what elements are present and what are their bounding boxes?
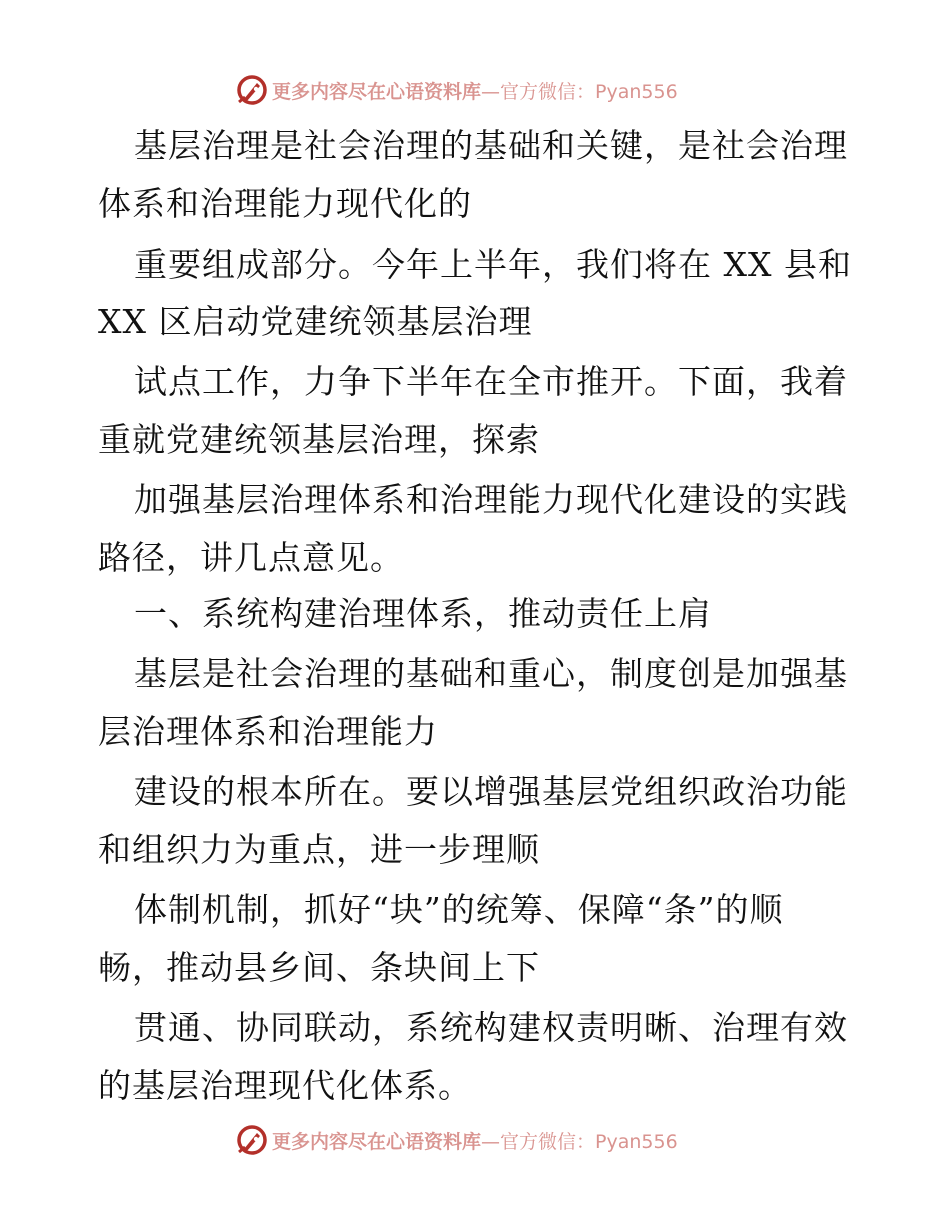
- text-line: XX 区启动党建统领基层治理: [98, 302, 533, 341]
- text-line: 和组织力为重点，进一步理顺: [98, 830, 540, 869]
- text-line: 重要组成部分。今年上半年，我们将在 XX 县和: [134, 245, 852, 284]
- footer-banner: [236, 1122, 678, 1158]
- pen-nib-logo-icon: [236, 1124, 268, 1156]
- text-line: 体制机制，抓好“块”的统筹、保障“条”的顺: [134, 890, 784, 929]
- text-line: 畅，推动县乡间、条块间上下: [98, 948, 540, 987]
- banner-main-text: 更多内容尽在心语资料库: [272, 80, 482, 103]
- text-line: 建设的根本所在。要以增强基层党组织政治功能: [134, 772, 848, 811]
- text-line: 基层治理是社会治理的基础和关键，是社会治理: [134, 126, 848, 165]
- text-line: 的基层治理现代化体系。: [98, 1066, 472, 1105]
- text-line: 重就党建统领基层治理，探索: [98, 420, 540, 459]
- banner-sub-text: —官方微信：Pyan556: [481, 80, 678, 103]
- text-line: 体系和治理能力现代化的: [98, 184, 472, 223]
- text-line: 路径，讲几点意见。: [98, 538, 404, 577]
- banner-sub-text: —官方微信：Pyan556: [481, 1130, 678, 1153]
- text-line: 基层是社会治理的基础和重心，制度创是加强基: [134, 654, 848, 693]
- text-line: 加强基层治理体系和治理能力现代化建设的实践: [134, 480, 848, 519]
- text-line: 层治理体系和治理能力: [98, 712, 438, 751]
- text-line: 贯通、协同联动，系统构建权责明晰、治理有效: [134, 1008, 848, 1047]
- section-heading: 一、系统构建治理体系，推动责任上肩: [134, 594, 712, 633]
- banner-main-text: 更多内容尽在心语资料库: [272, 1130, 482, 1153]
- text-line: 试点工作，力争下半年在全市推开。下面，我着: [134, 362, 848, 401]
